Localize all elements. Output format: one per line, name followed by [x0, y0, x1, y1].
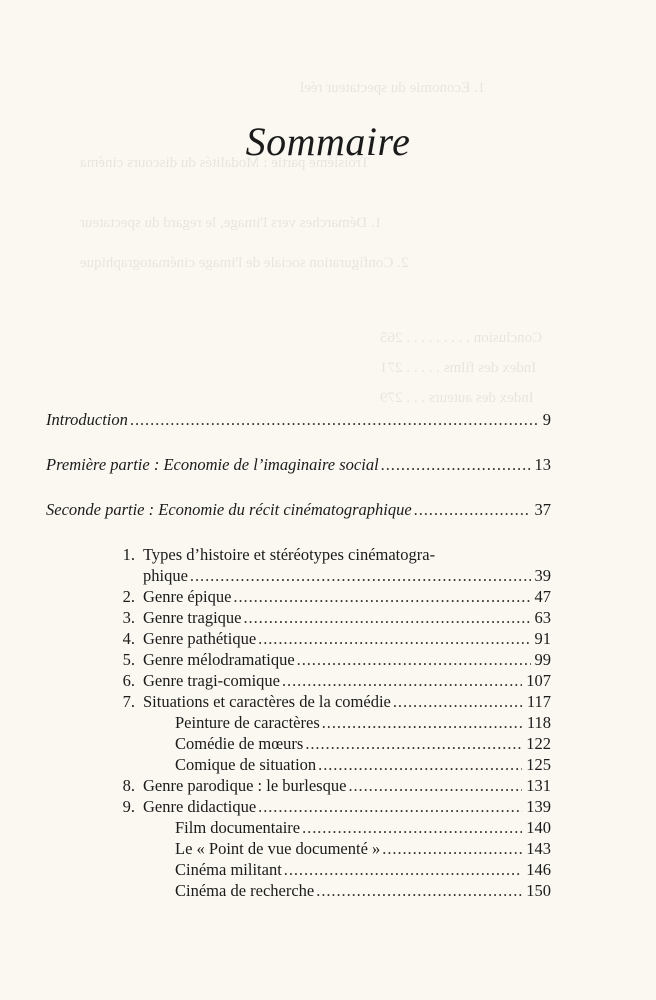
entry-page-number: 99 [534, 650, 551, 669]
toc-entry-chapter-9 [143, 797, 551, 817]
entry-page-number: 37 [534, 500, 551, 519]
chapter-number: 1. [122, 545, 135, 564]
show-through-text: Index des auteurs . . . 279 [380, 390, 534, 406]
chapter-number: 3. [122, 608, 135, 627]
entry-page-number: 146 [526, 860, 551, 879]
entry-page-number: 131 [526, 776, 551, 795]
entry-label: Comique de situation [175, 755, 317, 774]
entry-page-number: 118 [526, 713, 551, 732]
entry-label: Genre didactique [143, 797, 257, 816]
toc-subentry [175, 860, 551, 880]
leader-dots [381, 455, 531, 475]
entry-label: Seconde partie : Economie du récit cinématographique [46, 500, 412, 519]
toc-entry-premiere-partie [46, 455, 551, 475]
show-through-text: 2. Configuration sociale de l'image cinématographique [80, 255, 409, 271]
toc-subentry [175, 734, 551, 754]
entry-label: Genre tragique [143, 608, 242, 627]
show-through-text: 1. Démarches vers l'image, le regard du spectateur [80, 215, 383, 231]
toc-subentry [175, 839, 551, 859]
show-through-text: Index des films . . . . . 271 [380, 360, 537, 376]
entry-page-number: 9 [542, 410, 551, 429]
chapter-title-line: Types d’histoire et stéréotypes cinématogra- [143, 545, 436, 564]
chapter-number: 7. [122, 692, 135, 711]
toc-entry-chapter-6 [143, 671, 551, 691]
toc-entry-chapter-8 [143, 776, 551, 796]
leader-dots [382, 839, 522, 859]
leader-dots [305, 734, 522, 754]
toc-subentry [175, 818, 551, 838]
chapter-number: 4. [122, 629, 135, 648]
show-through-text: 1. Economie du spectateur réel [300, 80, 486, 96]
leader-dots [348, 776, 522, 796]
leader-dots [282, 671, 522, 691]
leader-dots [322, 713, 523, 733]
leader-dots [284, 860, 522, 880]
chapter-number: 8. [122, 776, 135, 795]
entry-page-number: 150 [526, 881, 551, 900]
entry-label: Genre parodique : le burlesque [143, 776, 347, 795]
leader-dots [302, 818, 522, 838]
entry-page-number: 107 [526, 671, 551, 690]
chapter-number: 5. [122, 650, 135, 669]
toc-subentry [175, 755, 551, 775]
entry-label: Peinture de caractères [175, 713, 320, 732]
entry-label: Première partie : Economie de l’imaginaire social [46, 455, 379, 474]
entry-label: Genre épique [143, 587, 232, 606]
toc-entry-chapter-7 [143, 692, 551, 712]
entry-label: Le « Point de vue documenté » [175, 839, 381, 858]
leader-dots [297, 650, 531, 670]
entry-page-number: 63 [534, 608, 551, 627]
entry-page-number: 91 [534, 629, 551, 648]
entry-page-number: 47 [534, 587, 551, 606]
toc-subentry [175, 713, 551, 733]
entry-label: Film documentaire [175, 818, 301, 837]
entry-label: Situations et caractères de la comédie [143, 692, 391, 711]
entry-label: phique [143, 566, 188, 585]
toc-entry-chapter-4 [143, 629, 551, 649]
entry-page-number: 39 [534, 566, 551, 585]
entry-label: Cinéma de recherche [175, 881, 315, 900]
toc-subentry [175, 881, 551, 901]
leader-dots [414, 500, 531, 520]
toc-entry-seconde-partie [46, 500, 551, 520]
leader-dots [316, 881, 522, 901]
leader-dots [318, 755, 522, 775]
entry-label: Introduction [46, 410, 128, 429]
chapter-number: 6. [122, 671, 135, 690]
toc-entry-introduction [46, 410, 551, 430]
toc-entry-chapter-1 [143, 566, 551, 586]
entry-label: Cinéma militant [175, 860, 282, 879]
entry-page-number: 117 [526, 692, 551, 711]
chapter-number: 2. [122, 587, 135, 606]
entry-label: Genre pathétique [143, 629, 257, 648]
leader-dots [258, 797, 522, 817]
leader-dots [393, 692, 523, 712]
show-through-text: Troisième partie : Modalités du discours cinéma [80, 155, 370, 171]
entry-page-number: 140 [526, 818, 551, 837]
show-through-text: Conclusion . . . . . . . . . 265 [380, 330, 543, 346]
leader-dots [130, 410, 539, 430]
leader-dots [258, 629, 530, 649]
leader-dots [244, 608, 531, 628]
toc-entry-chapter-2 [143, 587, 551, 607]
entry-page-number: 13 [534, 455, 551, 474]
leader-dots [233, 587, 530, 607]
entry-label: Comédie de mœurs [175, 734, 304, 753]
toc-entry-chapter-3 [143, 608, 551, 628]
toc-entry-chapter-5 [143, 650, 551, 670]
entry-label: Genre mélodramatique [143, 650, 295, 669]
entry-label: Genre tragi-comique [143, 671, 280, 690]
entry-page-number: 122 [526, 734, 551, 753]
chapter-number: 9. [122, 797, 135, 816]
entry-page-number: 143 [526, 839, 551, 858]
leader-dots [190, 566, 531, 586]
entry-page-number: 139 [526, 797, 551, 816]
page-title: Sommaire [245, 119, 411, 164]
entry-page-number: 125 [526, 755, 551, 774]
